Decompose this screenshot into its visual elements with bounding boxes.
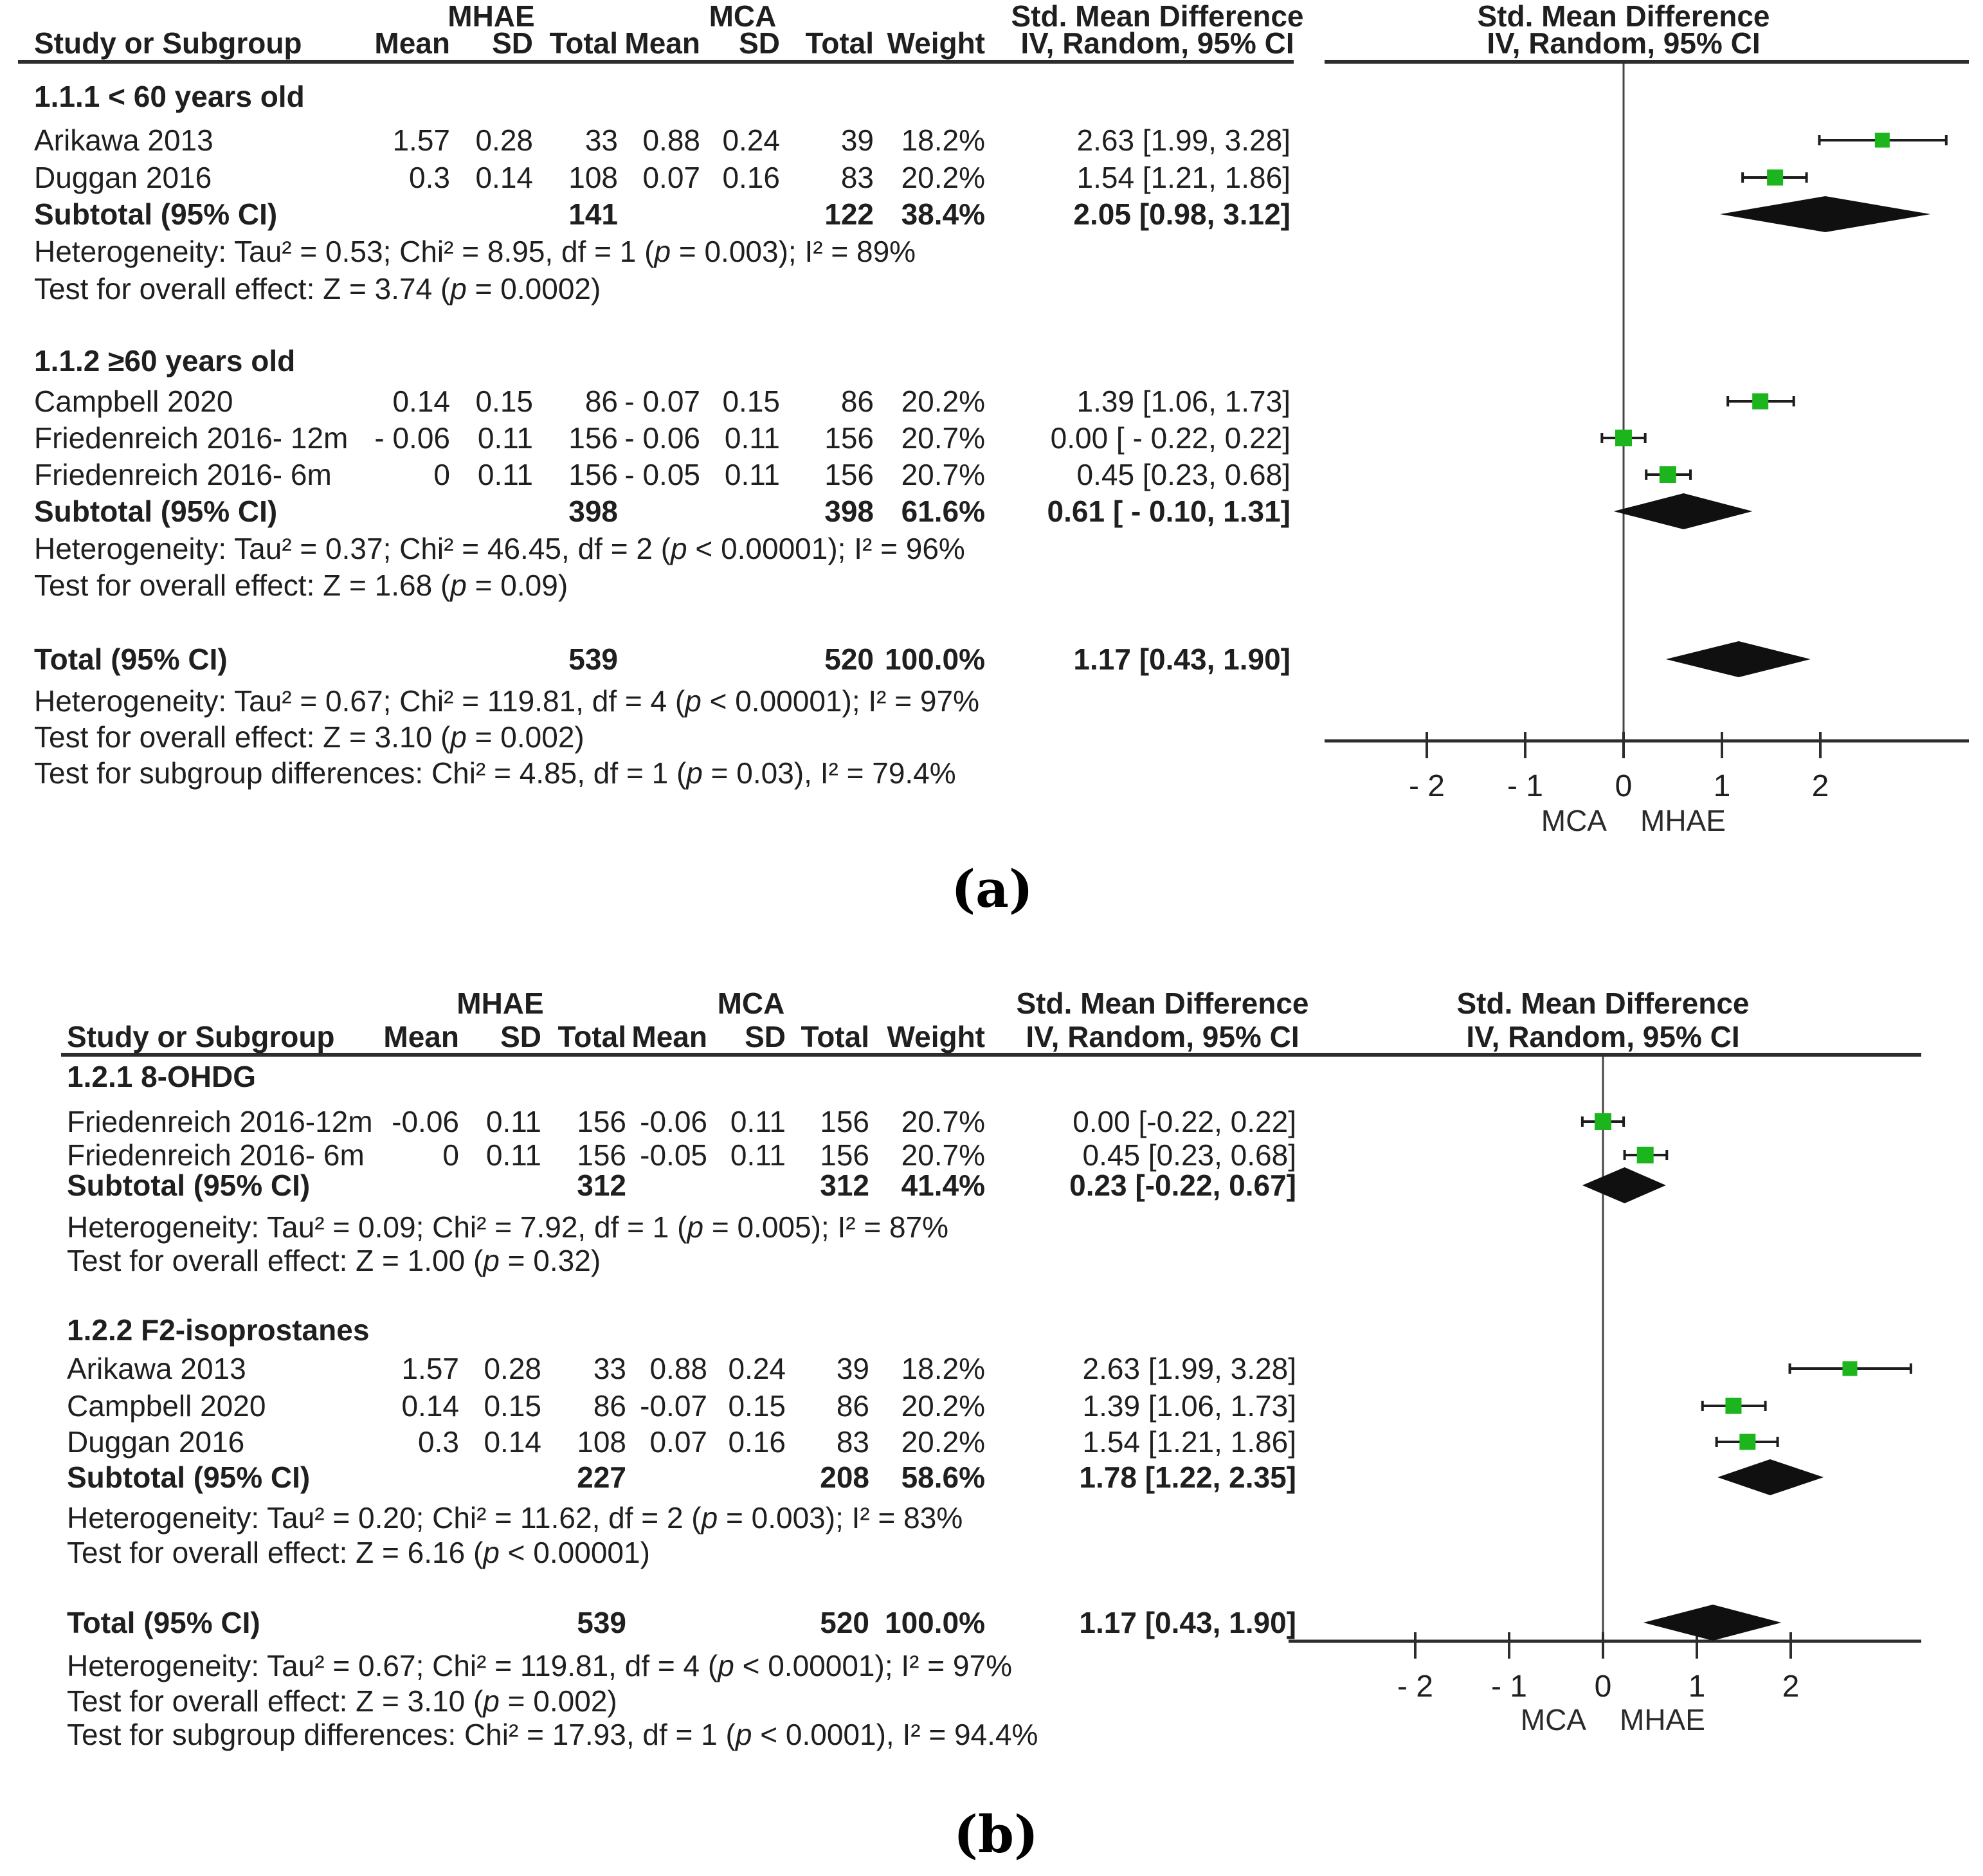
- study-row-total1: 86: [593, 1389, 626, 1423]
- col-header-t2: Total: [805, 26, 874, 60]
- total-row-ci-text: 1.17 [0.43, 1.90]: [1079, 1606, 1296, 1639]
- stat-note: Test for overall effect: Z = 3.10 (p = 0.002): [67, 1684, 617, 1718]
- axis-tick-label: 0: [1615, 769, 1633, 803]
- favours-right-label: MHAE: [1620, 1703, 1705, 1736]
- study-row-ci-text: 0.00 [ - 0.22, 0.22]: [1050, 421, 1290, 455]
- study-row-sd1: 0.28: [475, 123, 533, 157]
- study-row-label: Friedenreich 2016- 6m: [67, 1138, 365, 1172]
- effect-square: [1615, 430, 1632, 446]
- study-row-ci-text: 0.45 [0.23, 0.68]: [1076, 458, 1290, 491]
- study-row-mean2: 0.07: [642, 161, 700, 194]
- study-row-label: Duggan 2016: [34, 161, 212, 194]
- subtotal-row-weight: 61.6%: [901, 495, 985, 528]
- subtotal-row-ci-text: 0.23 [-0.22, 0.67]: [1069, 1169, 1296, 1202]
- subtotal-row-ci-text: 1.78 [1.22, 2.35]: [1079, 1461, 1296, 1494]
- study-row-total1: 86: [584, 385, 618, 418]
- col-header-t1: Total: [557, 1020, 626, 1053]
- study-row-mean1: 1.57: [392, 123, 450, 157]
- subtotal-row-weight: 38.4%: [901, 197, 985, 231]
- total-row-ci-text: 1.17 [0.43, 1.90]: [1073, 642, 1290, 676]
- study-row-ci-text: 2.63 [1.99, 3.28]: [1082, 1352, 1296, 1385]
- study-row-mean1: -0.06: [392, 1105, 459, 1138]
- subtotal-row-ci-text: 2.05 [0.98, 3.12]: [1073, 197, 1290, 231]
- study-row-sd1: 0.28: [484, 1352, 541, 1385]
- effect-square: [1660, 466, 1676, 483]
- stat-note: Test for overall effect: Z = 1.68 (p = 0.09): [34, 569, 568, 602]
- stat-note: Heterogeneity: Tau² = 0.53; Chi² = 8.95, df = 1 (p = 0.003); I² = 89%: [34, 235, 916, 268]
- study-row-ci-text: 1.54 [1.21, 1.86]: [1082, 1425, 1296, 1459]
- group1-header: MHAE: [448, 0, 535, 33]
- study-row-weight: 20.2%: [901, 1389, 985, 1423]
- axis-tick-label: 0: [1594, 1670, 1612, 1704]
- study-row-total1: 156: [568, 421, 618, 455]
- col-header-t1: Total: [549, 26, 618, 60]
- col-header-w: Weight: [887, 1020, 985, 1053]
- subtotal-row-label: Subtotal (95% CI): [67, 1461, 311, 1494]
- effect-square: [1739, 1434, 1755, 1450]
- study-row-sd2: 0.24: [728, 1352, 786, 1385]
- plot-col-subheader: IV, Random, 95% CI: [1466, 1020, 1740, 1053]
- axis-tick-label: 1: [1688, 1670, 1706, 1704]
- study-row-sd2: 0.16: [722, 161, 780, 194]
- study-row-total2: 39: [840, 123, 874, 157]
- col-header-w: Weight: [887, 26, 985, 60]
- study-row-sd1: 0.11: [477, 458, 533, 491]
- study-row-mean1: 0.14: [401, 1389, 459, 1423]
- stat-note: Heterogeneity: Tau² = 0.37; Chi² = 46.45, df = 2 (p < 0.00001); I² = 96%: [34, 532, 965, 565]
- study-row-mean2: 0.88: [649, 1352, 707, 1385]
- study-row-ci-text: 1.54 [1.21, 1.86]: [1076, 161, 1290, 194]
- group2-header: MCA: [717, 987, 785, 1020]
- study-row-total2: 156: [824, 421, 874, 455]
- plot-col-title: Std. Mean Difference: [1456, 987, 1750, 1020]
- study-row-label: Friedenreich 2016- 12m: [34, 421, 349, 455]
- total-row-weight: 100.0%: [884, 642, 985, 676]
- study-row-ci-text: 0.00 [-0.22, 0.22]: [1073, 1105, 1296, 1138]
- study-row-mean2: - 0.05: [624, 458, 700, 491]
- study-row-mean2: 0.07: [649, 1425, 707, 1459]
- stat-note: Test for overall effect: Z = 3.74 (p = 0.0002): [34, 272, 601, 305]
- study-row-total2: 83: [836, 1425, 869, 1459]
- col-header-m2: Mean: [631, 1020, 707, 1053]
- study-row-sd1: 0.15: [475, 385, 533, 418]
- study-row-mean2: -0.06: [640, 1105, 707, 1138]
- col-header-m1: Mean: [383, 1020, 459, 1053]
- study-row-total1: 33: [584, 123, 618, 157]
- study-row-ci-text: 2.63 [1.99, 3.28]: [1076, 123, 1290, 157]
- study-row-total2: 83: [840, 161, 874, 194]
- stat-note: Test for overall effect: Z = 1.00 (p = 0.32): [67, 1244, 601, 1277]
- study-row-sd2: 0.11: [730, 1105, 786, 1138]
- group2-header: MCA: [709, 0, 777, 33]
- study-row-mean1: 0: [433, 458, 450, 491]
- study-row-label: Campbell 2020: [34, 385, 233, 418]
- effect-col-title: Std. Mean Difference: [1011, 0, 1304, 33]
- total-row-label: Total (95% CI): [67, 1606, 260, 1639]
- study-row-weight: 20.2%: [901, 1425, 985, 1459]
- study-row-sd1: 0.14: [475, 161, 533, 194]
- study-row-total2: 39: [836, 1352, 869, 1385]
- study-row-mean2: - 0.06: [624, 421, 700, 455]
- section-title: 1.1.2 ≥60 years old: [34, 344, 296, 378]
- effect-square: [1595, 1113, 1611, 1130]
- study-row-total2: 86: [840, 385, 874, 418]
- effect-square: [1875, 133, 1890, 148]
- study-row-mean2: -0.07: [640, 1389, 707, 1423]
- study-row-label: Duggan 2016: [67, 1425, 245, 1459]
- col-header-s1: SD: [492, 26, 533, 60]
- subtotal-row-total1: 312: [577, 1169, 626, 1202]
- col-header-s1: SD: [500, 1020, 541, 1053]
- total-row-total2: 520: [824, 642, 874, 676]
- group1-header: MHAE: [457, 987, 544, 1020]
- stat-note: Test for overall effect: Z = 6.16 (p < 0.00001): [67, 1536, 650, 1569]
- col-header-s2: SD: [745, 1020, 786, 1053]
- study-row-ci-text: 1.39 [1.06, 1.73]: [1076, 385, 1290, 418]
- study-row-sd2: 0.11: [724, 421, 780, 455]
- study-row-weight: 20.7%: [901, 458, 985, 491]
- section-title: 1.2.2 F2-isoprostanes: [67, 1313, 370, 1347]
- total-diamond: [1666, 641, 1811, 677]
- study-row-mean2: -0.05: [640, 1138, 707, 1172]
- panel-a-caption: (a): [951, 859, 1033, 919]
- study-row-ci-text: 0.45 [0.23, 0.68]: [1082, 1138, 1296, 1172]
- study-col-header: Study or Subgroup: [67, 1020, 335, 1053]
- study-row-mean2: 0.88: [642, 123, 700, 157]
- study-row-weight: 20.7%: [901, 421, 985, 455]
- col-header-m2: Mean: [624, 26, 700, 60]
- study-row-total1: 33: [593, 1352, 626, 1385]
- stat-note: Test for subgroup differences: Chi² = 4.85, df = 1 (p = 0.03), I² = 79.4%: [34, 756, 956, 790]
- study-row-label: Arikawa 2013: [34, 123, 213, 157]
- study-row-weight: 18.2%: [901, 123, 985, 157]
- plot-col-title: Std. Mean Difference: [1477, 0, 1770, 33]
- favours-left-label: MCA: [1541, 804, 1607, 837]
- total-row-total2: 520: [820, 1606, 869, 1639]
- section-title: 1.1.1 < 60 years old: [34, 80, 305, 113]
- effect-col-title: Std. Mean Difference: [1016, 987, 1309, 1020]
- subtotal-row-weight: 58.6%: [901, 1461, 985, 1494]
- total-row-total1: 539: [568, 642, 618, 676]
- stat-note: Test for overall effect: Z = 3.10 (p = 0.002): [34, 720, 584, 754]
- effect-square: [1752, 394, 1768, 410]
- study-row-sd2: 0.24: [722, 123, 780, 157]
- subtotal-row-total1: 227: [577, 1461, 626, 1494]
- study-row-mean2: - 0.07: [624, 385, 700, 418]
- total-row-total1: 539: [577, 1606, 626, 1639]
- axis-tick-label: 2: [1811, 769, 1829, 803]
- study-row-label: Friedenreich 2016-12m: [67, 1105, 373, 1138]
- subtotal-row-weight: 41.4%: [901, 1169, 985, 1202]
- subtotal-row-label: Subtotal (95% CI): [67, 1169, 311, 1202]
- total-row-weight: 100.0%: [884, 1606, 985, 1639]
- study-row-mean1: 0.14: [392, 385, 450, 418]
- axis-tick-label: - 2: [1408, 769, 1445, 803]
- study-row-total2: 156: [820, 1105, 869, 1138]
- effect-square: [1842, 1361, 1857, 1376]
- col-header-s2: SD: [739, 26, 780, 60]
- subtotal-diamond: [1582, 1167, 1666, 1203]
- effect-square: [1725, 1398, 1741, 1414]
- section-title: 1.2.1 8-OHDG: [67, 1060, 256, 1093]
- favours-right-label: MHAE: [1640, 804, 1726, 837]
- study-row-total1: 156: [577, 1138, 626, 1172]
- study-row-total1: 108: [577, 1425, 626, 1459]
- study-row-sd2: 0.11: [724, 458, 780, 491]
- effect-col-subheader: IV, Random, 95% CI: [1026, 1020, 1299, 1053]
- study-row-label: Friedenreich 2016- 6m: [34, 458, 332, 491]
- plot-col-subheader: IV, Random, 95% CI: [1487, 26, 1761, 60]
- subtotal-row-total2: 398: [824, 495, 874, 528]
- study-row-sd2: 0.16: [728, 1425, 786, 1459]
- subtotal-row-total2: 312: [820, 1169, 869, 1202]
- study-row-mean1: 0: [442, 1138, 459, 1172]
- study-row-mean1: - 0.06: [374, 421, 450, 455]
- subtotal-diamond: [1717, 1459, 1824, 1495]
- axis-tick-label: - 2: [1397, 1670, 1434, 1704]
- study-row-weight: 20.2%: [901, 161, 985, 194]
- subtotal-row-total1: 398: [568, 495, 618, 528]
- axis-tick-label: 2: [1782, 1670, 1800, 1704]
- study-row-sd2: 0.15: [728, 1389, 786, 1423]
- study-row-weight: 20.2%: [901, 385, 985, 418]
- study-row-sd1: 0.15: [484, 1389, 541, 1423]
- total-row-label: Total (95% CI): [34, 642, 228, 676]
- col-header-t2: Total: [801, 1020, 869, 1053]
- axis-tick-label: 1: [1713, 769, 1731, 803]
- subtotal-row-label: Subtotal (95% CI): [34, 495, 278, 528]
- study-row-mean1: 0.3: [418, 1425, 459, 1459]
- effect-col-subheader: IV, Random, 95% CI: [1020, 26, 1294, 60]
- subtotal-row-total2: 208: [820, 1461, 869, 1494]
- stat-note: Heterogeneity: Tau² = 0.67; Chi² = 119.81, df = 4 (p < 0.00001); I² = 97%: [34, 684, 979, 718]
- stat-note: Test for subgroup differences: Chi² = 17.93, df = 1 (p < 0.0001), I² = 94.4%: [67, 1718, 1038, 1751]
- effect-square: [1637, 1147, 1654, 1163]
- study-row-total2: 156: [820, 1138, 869, 1172]
- study-col-header: Study or Subgroup: [34, 26, 302, 60]
- study-row-ci-text: 1.39 [1.06, 1.73]: [1082, 1389, 1296, 1423]
- subtotal-diamond: [1720, 196, 1930, 232]
- total-diamond: [1643, 1605, 1782, 1641]
- subtotal-row-ci-text: 0.61 [ - 0.10, 1.31]: [1047, 495, 1290, 528]
- col-header-m1: Mean: [374, 26, 450, 60]
- stat-note: Heterogeneity: Tau² = 0.67; Chi² = 119.81, df = 4 (p < 0.00001); I² = 97%: [67, 1649, 1012, 1682]
- subtotal-row-total2: 122: [824, 197, 874, 231]
- effect-square: [1767, 170, 1783, 186]
- favours-left-label: MCA: [1520, 1703, 1586, 1736]
- study-row-mean1: 0.3: [409, 161, 450, 194]
- stat-note: Heterogeneity: Tau² = 0.20; Chi² = 11.62, df = 2 (p = 0.003); I² = 83%: [67, 1501, 963, 1534]
- study-row-total2: 156: [824, 458, 874, 491]
- study-row-label: Campbell 2020: [67, 1389, 266, 1423]
- study-row-sd1: 0.11: [485, 1138, 541, 1172]
- study-row-sd1: 0.11: [477, 421, 533, 455]
- axis-tick-label: - 1: [1490, 1670, 1528, 1704]
- study-row-mean1: 1.57: [401, 1352, 459, 1385]
- study-row-weight: 20.7%: [901, 1138, 985, 1172]
- panel-b-caption: (b): [954, 1804, 1038, 1864]
- subtotal-diamond: [1614, 493, 1753, 529]
- axis-tick-label: - 1: [1507, 769, 1544, 803]
- study-row-weight: 18.2%: [901, 1352, 985, 1385]
- subtotal-row-label: Subtotal (95% CI): [34, 197, 278, 231]
- study-row-sd2: 0.15: [722, 385, 780, 418]
- study-row-total2: 86: [836, 1389, 869, 1423]
- study-row-label: Arikawa 2013: [67, 1352, 246, 1385]
- study-row-total1: 156: [577, 1105, 626, 1138]
- study-row-sd2: 0.11: [730, 1138, 786, 1172]
- study-row-sd1: 0.11: [485, 1105, 541, 1138]
- subtotal-row-total1: 141: [568, 197, 618, 231]
- study-row-total1: 156: [568, 458, 618, 491]
- stat-note: Heterogeneity: Tau² = 0.09; Chi² = 7.92, df = 1 (p = 0.005); I² = 87%: [67, 1210, 949, 1244]
- study-row-sd1: 0.14: [484, 1425, 541, 1459]
- study-row-weight: 20.7%: [901, 1105, 985, 1138]
- study-row-total1: 108: [568, 161, 618, 194]
